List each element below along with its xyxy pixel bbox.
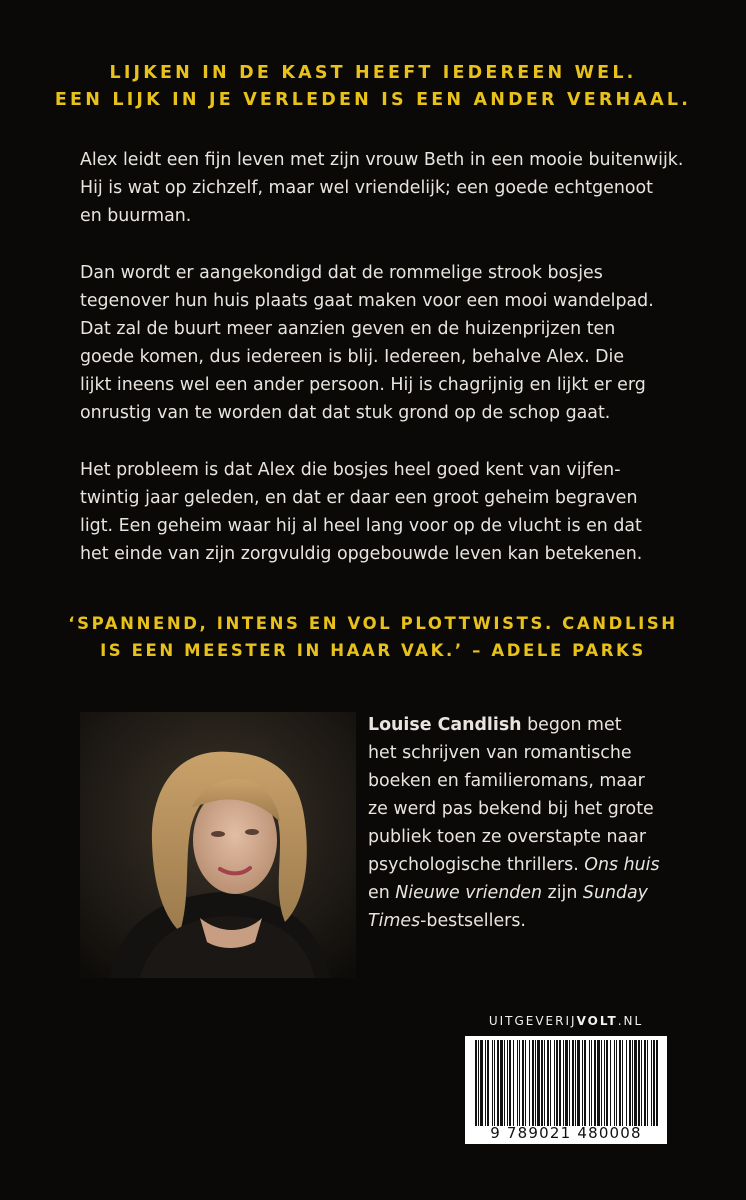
barcode-bar [535, 1040, 536, 1126]
barcode-bar [475, 1040, 477, 1126]
bio-line [368, 851, 688, 879]
bio-text: en [368, 883, 396, 903]
barcode-bar [480, 1040, 483, 1126]
barcode-bar [647, 1040, 648, 1126]
isbn-number: 9 789021 480008 [490, 1124, 642, 1142]
barcode-bar [556, 1040, 558, 1126]
book-title: Nieuwe vrienden [395, 883, 543, 903]
blurb-line: twintig jaar geleden, en dat er daar een groot geheim begraven [80, 488, 638, 508]
blurb-line: ligt. Een geheim waar hij al heel lang voor op de vlucht is en dat [80, 516, 642, 536]
author-photo [80, 712, 356, 978]
blurb-line: onrustig van te worden dat dat stuk grond op de schop gaat. [80, 403, 611, 423]
barcode-bar [582, 1040, 583, 1126]
barcode-bar [651, 1040, 652, 1126]
barcode-bar [541, 1040, 543, 1126]
barcode-bar [485, 1040, 486, 1126]
barcode-bar [626, 1040, 627, 1126]
barcode-bar [575, 1040, 576, 1126]
barcode-bar [638, 1040, 640, 1126]
barcode-bar [601, 1040, 602, 1126]
barcode-bar [632, 1040, 633, 1126]
barcode-bar [606, 1040, 608, 1126]
barcode-bar [641, 1040, 642, 1126]
bio-text: zijn [542, 883, 583, 903]
barcode-bar [653, 1040, 655, 1126]
tagline [0, 60, 746, 114]
barcode-bar [629, 1040, 631, 1126]
barcode-bar [494, 1040, 495, 1126]
bio-line [368, 879, 688, 907]
blurb-line: goede komen, dus iedereen is blij. Iedereen, behalve Alex. Die [80, 347, 625, 367]
publisher-brand: VOLT [576, 1014, 618, 1028]
barcode-bar [644, 1040, 646, 1126]
barcode-bar [610, 1040, 611, 1126]
newspaper-name: Times [368, 911, 421, 931]
barcode-bar [559, 1040, 561, 1126]
blurb-line: Het probleem is dat Alex die bosjes heel goed kent van vijfen- [80, 460, 621, 480]
bio-line [368, 711, 688, 739]
barcode-bar [569, 1040, 570, 1126]
barcode-bar [550, 1040, 551, 1126]
blurb-line: en buurman. [80, 206, 192, 226]
barcode-bar [544, 1040, 545, 1126]
publisher-url [465, 1010, 667, 1032]
bio-text: begon met [521, 715, 622, 735]
barcode-bar [529, 1040, 530, 1126]
barcode-bar [522, 1040, 524, 1126]
barcode-bar [594, 1040, 596, 1126]
barcode-bar [577, 1040, 580, 1126]
barcode-bar [584, 1040, 586, 1126]
blurb-line: lijkt ineens wel een ander persoon. Hij is chagrijnig en lijkt er erg [80, 375, 646, 395]
blurb-paragraph-3 [80, 456, 680, 568]
bio-text: -bestsellers. [420, 911, 526, 931]
barcode-bar [525, 1040, 526, 1126]
barcode [465, 1036, 667, 1144]
bio-line: het schrijven van romantische [368, 743, 632, 763]
publisher-prefix: UITGEVERIJ [488, 1014, 577, 1028]
barcode-bar [519, 1040, 520, 1126]
barcode-bar [614, 1040, 615, 1126]
barcode-bar [616, 1040, 617, 1126]
bio-line [368, 907, 688, 935]
barcode-bar [487, 1040, 489, 1126]
barcode-bar [537, 1040, 540, 1126]
barcode-bar [589, 1040, 590, 1126]
blurb-line: Alex leidt een fijn leven met zijn vrouw Beth in een mooie buitenwijk. [80, 150, 684, 170]
barcode-bar [597, 1040, 600, 1126]
barcode-bar [497, 1040, 499, 1126]
bio-line: ze werd pas bekend bij het grote [368, 799, 654, 819]
review-quote-line-1: ‘SPANNEND, INTENS EN VOL PLOTTWISTS. CANDLISH [68, 614, 678, 633]
blurb-line: het einde van zijn zorgvuldig opgebouwde leven kan betekenen. [80, 544, 643, 564]
barcode-bar [604, 1040, 605, 1126]
tagline-line-2: EEN LIJK IN JE VERLEDEN IS EEN ANDER VERHAAL. [54, 90, 692, 110]
bio-text: psychologische thrillers. [368, 855, 585, 875]
barcode-bar [500, 1040, 503, 1126]
blurb [80, 146, 684, 597]
blurb-line: Dat zal de buurt meer aanzien geven en de huizenprijzen ten [80, 319, 616, 339]
blurb-paragraph-2 [80, 259, 680, 427]
barcode-bars [465, 1040, 667, 1126]
bio-line: publiek toen ze overstapte naar [368, 827, 647, 847]
barcode-bar [656, 1040, 658, 1126]
barcode-bar [492, 1040, 493, 1126]
barcode-bar [513, 1040, 514, 1126]
author-name: Louise Candlish [368, 715, 522, 735]
barcode-bar [509, 1040, 511, 1126]
blurb-line: Dan wordt er aangekondigd dat de rommelige strook bosjes [80, 263, 603, 283]
barcode-bar [572, 1040, 574, 1126]
barcode-bar [563, 1040, 564, 1126]
barcode-bar [547, 1040, 549, 1126]
tagline-line-1: LIJKEN IN DE KAST HEEFT IEDEREEN WEL. [109, 63, 637, 83]
barcode-bar [634, 1040, 637, 1126]
barcode-bar [554, 1040, 555, 1126]
review-quote [0, 610, 746, 664]
barcode-bar [619, 1040, 621, 1126]
barcode-bar [591, 1040, 592, 1126]
barcode-bar [507, 1040, 508, 1126]
blurb-line: tegenover hun huis plaats gaat maken voor een mooi wandelpad. [80, 291, 654, 311]
publisher-suffix: .NL [617, 1014, 644, 1028]
barcode-bar [504, 1040, 505, 1126]
barcode-bar [517, 1040, 518, 1126]
review-quote-line-2: IS EEN MEESTER IN HAAR VAK.’ – ADELE PARKS [100, 641, 646, 660]
barcode-bar [532, 1040, 534, 1126]
bio-line: boeken en familieromans, maar [368, 771, 645, 791]
author-bio [368, 711, 688, 935]
blurb-line: Hij is wat op zichzelf, maar wel vriendelijk; een goede echtgenoot [80, 178, 653, 198]
book-title: Ons huis [584, 855, 660, 875]
barcode-bar [478, 1040, 479, 1126]
barcode-bar [622, 1040, 623, 1126]
blurb-paragraph-1 [80, 146, 684, 230]
newspaper-name: Sunday [582, 883, 648, 903]
barcode-bar [565, 1040, 568, 1126]
